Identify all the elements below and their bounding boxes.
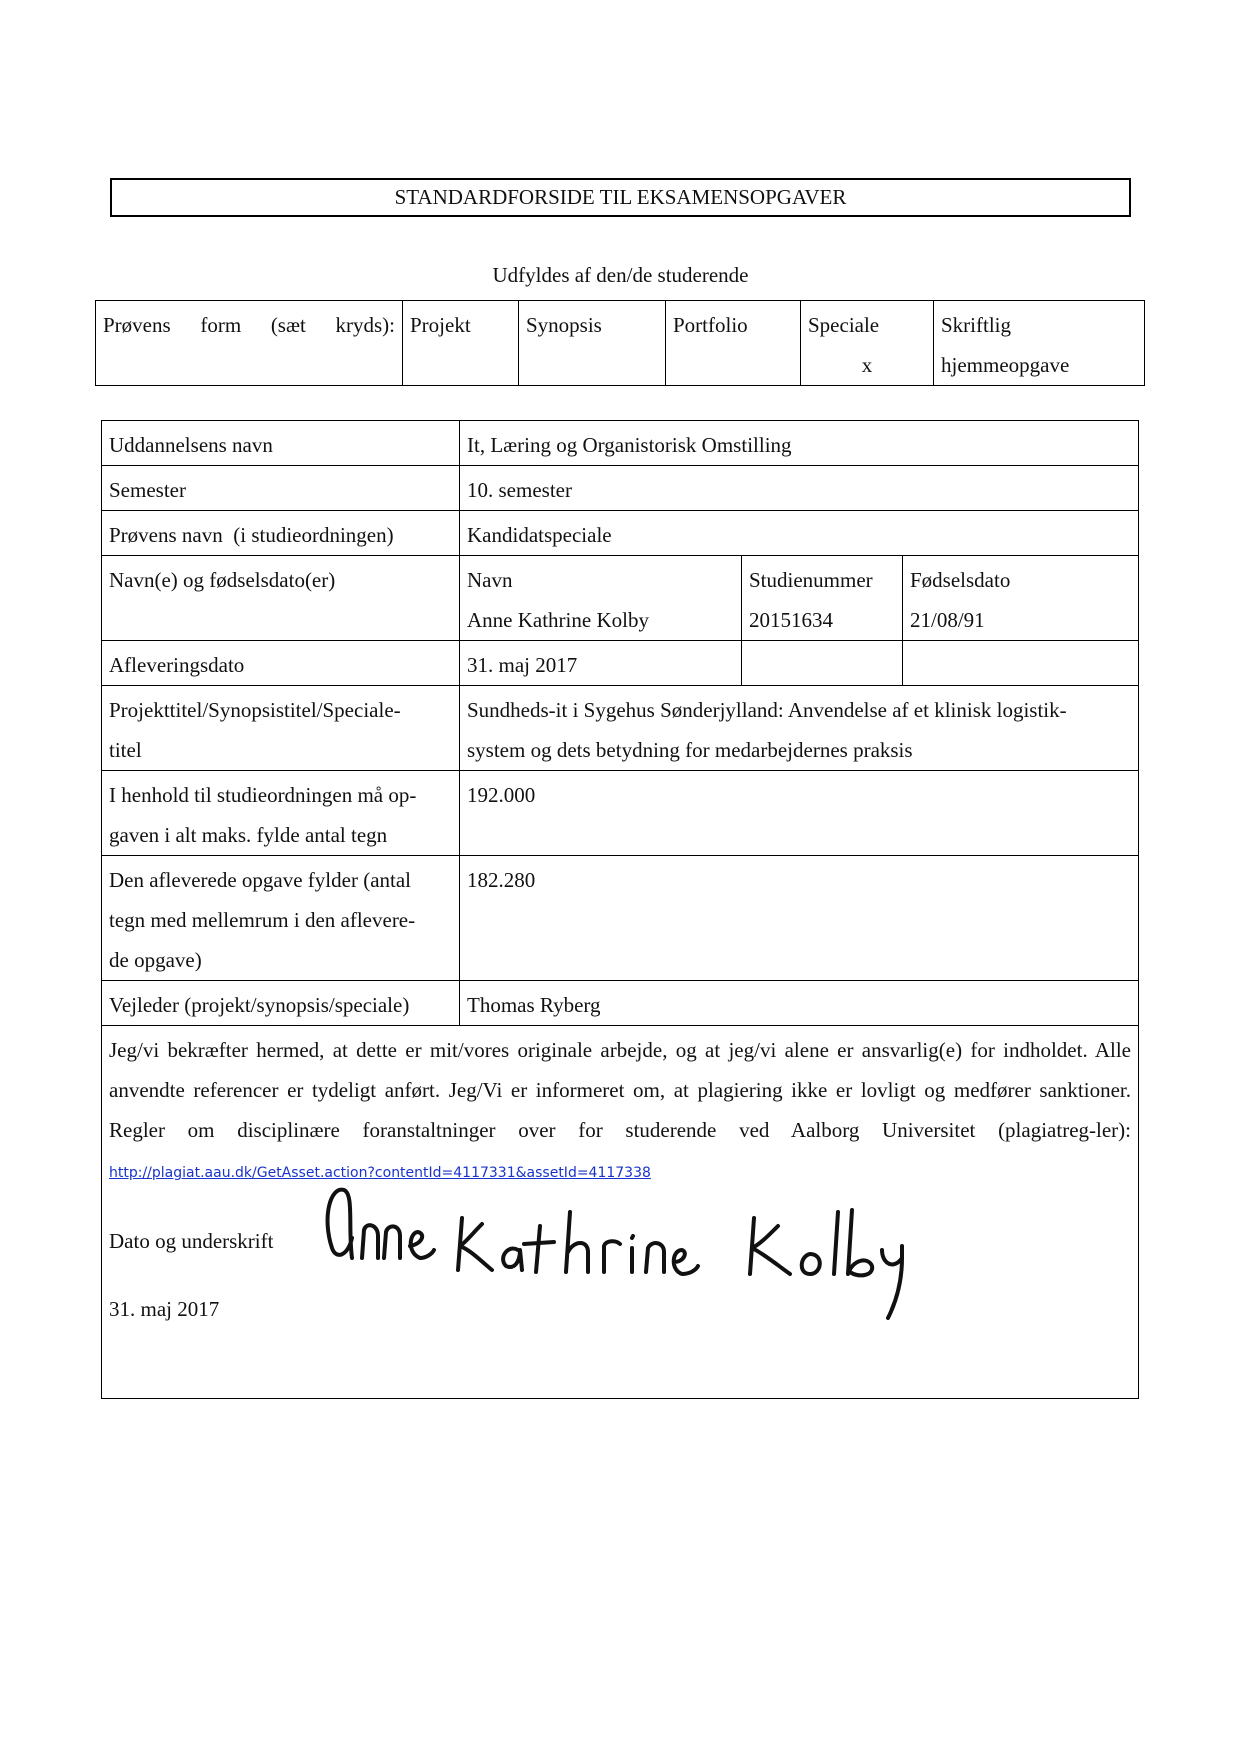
form-label-word: Prøvens [103, 313, 171, 337]
option-portfolio[interactable]: Portfolio [666, 301, 801, 386]
form-label-cell [96, 301, 403, 386]
fylder-value: 182.280 [460, 856, 1139, 981]
signature-image [322, 1178, 1002, 1328]
foedselsdato-value: 21/08/91 [910, 608, 985, 632]
uddannelse-value: It, Læring og Organistorisk Omstilling [460, 421, 1139, 466]
option-skriftlig-hjemmeopgave[interactable]: Skriftlig hjemmeopgave [934, 301, 1145, 386]
studienummer-value: 20151634 [749, 608, 833, 632]
table-row [102, 771, 1139, 856]
table-row [102, 421, 1139, 466]
plagiat-link[interactable]: http://plagiat.aau.dk/GetAsset.action?contentId=4117331&assetId=4117338 [109, 1165, 651, 1181]
navn-cell [460, 556, 742, 641]
titel-value: Sundheds-it i Sygehus Sønderjylland: Anvendelse af et klinisk logistik- system og dets betydning for medarbejdernes praksis [460, 686, 1139, 771]
vejleder-label: Vejleder (projekt/synopsis/speciale) [102, 981, 460, 1026]
option-synopsis[interactable]: Synopsis [519, 301, 666, 386]
proeve-label: Prøvens navn (i studieordningen) [102, 511, 460, 556]
dato-value: 31. maj 2017 [109, 1297, 220, 1321]
fylder-label: Den afleverede opgave fylder (antal tegn med mellemrum i den aflevere- de opgave) [102, 856, 460, 981]
dato-label: Dato og underskrift [109, 1229, 274, 1253]
form-label-word: (sæt [270, 313, 306, 337]
table-row [102, 981, 1139, 1026]
option-speciale[interactable]: Speciale x [801, 301, 934, 386]
uddannelse-label: Uddannelsens navn [102, 421, 460, 466]
maks-label: I henhold til studieordningen må op- gaven i alt maks. fylde antal tegn [102, 771, 460, 856]
table-row [102, 686, 1139, 771]
form-label-word: kryds): [335, 313, 395, 337]
aflevering-value: 31. maj 2017 [460, 641, 742, 686]
table-row [102, 856, 1139, 981]
proeve-value: Kandidatspeciale [460, 511, 1139, 556]
maks-value: 192.000 [460, 771, 1139, 856]
foedselsdato-header: Fødselsdato [910, 568, 1011, 592]
form-label-word: form [200, 313, 242, 337]
semester-value: 10. semester [460, 466, 1139, 511]
table-row [102, 466, 1139, 511]
aflevering-label: Afleveringsdato [102, 641, 460, 686]
speciale-check-mark: x [861, 353, 873, 377]
declaration-text: Jeg/vi bekræfter hermed, at dette er mit/vores originale arbejde, og at jeg/vi alene er ansvarlig(e) for indholdet. Alle anvendte referencer er tydeligt anført. Jeg/Vi er informeret om, at plagiering ikke er lovligt og medfører sanktioner. Regler om disciplinære foranstaltninger over for studerende ved Aalborg Universitet (plagiatreg-ler): http://plagiat.aau.dk/GetAsset.action?contentId=4117331&assetId=4117338 [109, 1038, 1131, 1181]
foedselsdato-cell [903, 556, 1139, 641]
empty-cell [742, 641, 903, 686]
navn-header: Navn [467, 568, 513, 592]
vejleder-value: Thomas Ryberg [460, 981, 1139, 1026]
table-row [102, 556, 1139, 641]
table-row [102, 511, 1139, 556]
page-title: STANDARDFORSIDE TIL EKSAMENSOPGAVER [110, 178, 1131, 217]
table-row [102, 641, 1139, 686]
semester-label: Semester [102, 466, 460, 511]
titel-label: Projekttitel/Synopsistitel/Speciale- titel [102, 686, 460, 771]
navn-value: Anne Kathrine Kolby [467, 608, 649, 632]
studienummer-cell [742, 556, 903, 641]
subtitle: Udfyldes af den/de studerende [492, 263, 749, 287]
exam-form-table [95, 300, 1145, 386]
option-projekt[interactable]: Projekt [403, 301, 519, 386]
navne-label: Navn(e) og fødselsdato(er) [102, 556, 460, 641]
studienummer-header: Studienummer [749, 568, 873, 592]
empty-cell [903, 641, 1139, 686]
